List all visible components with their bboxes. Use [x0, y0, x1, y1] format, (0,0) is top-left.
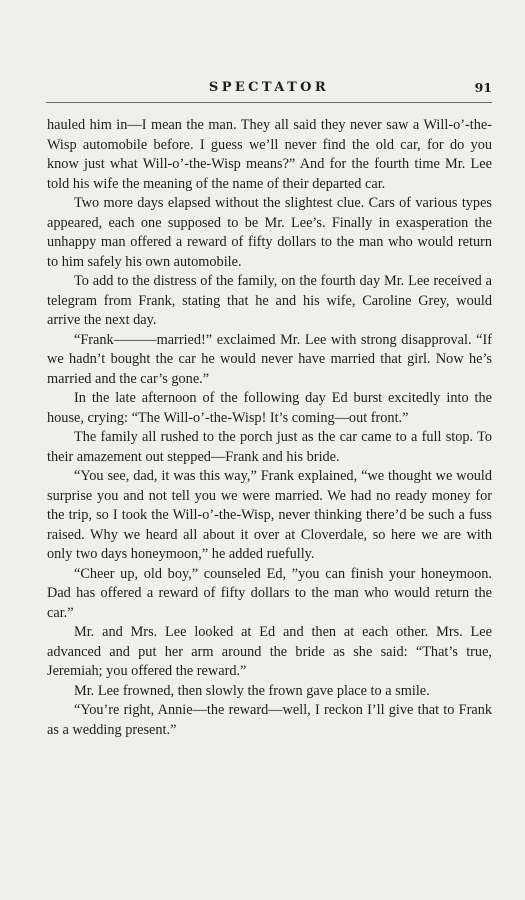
paragraph: To add to the distress of the family, on the fourth day Mr. Lee received a telegram from Frank, stating that he and his wife, Caroline Grey, would arrive the next day.	[47, 273, 492, 328]
paragraph: The family all rushed to the porch just as the car came to a full stop. To their amazement out stepped—Frank and his bride.	[47, 429, 492, 465]
paragraph: hauled him in—I mean the man. They all said they never saw a Will-o’-the-Wisp automobile before. I guess we’ll never find the old car, for do you know just what Will-o’-the-Wisp means?” And for the fourth time Mr. Lee told his wife the meaning of the name of their departed car.	[47, 117, 492, 192]
running-head	[46, 80, 492, 100]
header-rule	[46, 102, 492, 103]
story-text	[47, 116, 492, 740]
paragraph: Two more days elapsed without the slightest clue. Cars of various types appeared, each one supposed to be Mr. Lee’s. Finally in exasperation the unhappy man offered a reward of fifty dollars to the man who would return to him safely his own automobile.	[47, 195, 492, 270]
paragraph: “Frank———married!” exclaimed Mr. Lee with strong disapproval. “If we hadn’t bought the car he would never have married that girl. Now he’s married and the car’s gone.”	[47, 331, 492, 387]
paragraph: “You’re right, Annie—the reward—well, I reckon I’ll give that to Frank as a wedding present.”	[47, 702, 492, 738]
paragraph: “You see, dad, it was this way,” Frank explained, “we thought we would surprise you and not tell you we were married. We had no ready money for the trip, so I took the Will-o’-the-Wisp, never thinking there’d be such a fuss raised. Why we heard all about it over at Cloverdale, so here we are with only two days honeymoon,” he added ruefully.	[47, 468, 492, 562]
paragraph: Mr. and Mrs. Lee looked at Ed and then at each other. Mrs. Lee advanced and put her arm around the bride as she said: “That’s true, Jeremiah; you offered the reward.”	[47, 624, 492, 679]
paragraph: “Cheer up, old boy,” counseled Ed, ”you can finish your honeymoon. Dad has offered a reward of fifty dollars to the man who would return the car.”	[47, 565, 492, 621]
page-number: 91	[474, 80, 492, 95]
paragraph: In the late afternoon of the following day Ed burst excitedly into the house, crying: “The Will-o’-the-Wisp! It’s coming—out front.”	[47, 390, 492, 426]
running-title: SPECTATOR	[208, 80, 330, 95]
paragraph: Mr. Lee frowned, then slowly the frown gave place to a smile.	[74, 682, 430, 699]
